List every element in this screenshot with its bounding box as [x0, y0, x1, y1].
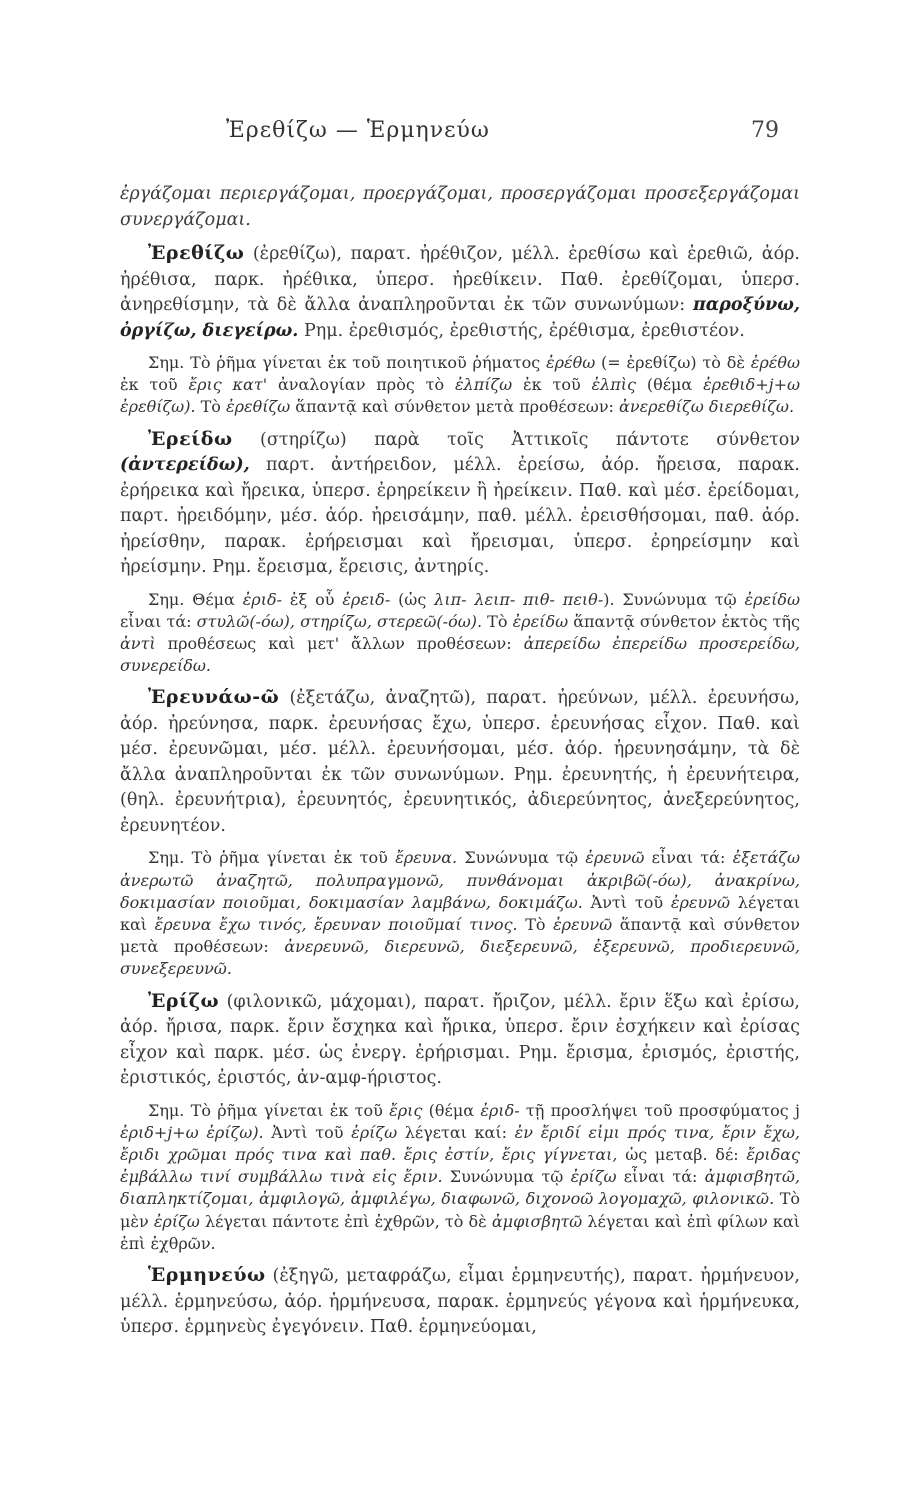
body-text: Τὸ μὲν: [120, 1189, 800, 1231]
body-text: εἶναι τά:: [120, 611, 197, 631]
italic-text: ἐρίζω: [153, 1211, 200, 1231]
italic-text: στυλῶ(-όω), στηρίζω, στερεῶ(-όω).: [196, 611, 483, 631]
body-text: (ἐρεθίζω), παρατ. ἠρέθιζον, μέλλ. ἐρεθίσω καὶ ἐρεθιῶ, ἀόρ. ἠρέθισα, παρκ. ἠρέθικα, ὑπερσ. ἠρεθίκειν. Παθ. ἐρεθίζομαι, ὑπερσ. ἀνηρεθίσμην, τὰ δὲ ἄλλα ἀναπληροῦνται ἐκ τῶν συνωνύμων:: [120, 244, 800, 315]
body-text: ἅπαντᾷ σύνθετον ἐκτὸς τῆς: [568, 611, 800, 631]
italic-text: ἐργάζομαι περιεργάζομαι, προεργάζομαι, προσεργάζομαι προσεξεργάζομαι συνεργάζομαι.: [120, 184, 800, 230]
italic-text: ἐριδ-: [242, 589, 283, 609]
synonyms-text: παροξύνω, ὀργίζω, διεγείρω.: [120, 295, 800, 341]
body-text: Τὸ: [195, 397, 227, 417]
italic-text: ἔρευνα ἔχω τινός, ἔρευναν ποιοῦμαί τινος.: [154, 915, 518, 935]
entry-headword: Ἐρίζω: [148, 989, 220, 1012]
entry-headword: Ἐρεθίζω: [148, 242, 245, 264]
page-body: [120, 182, 800, 1349]
body-text: προθέσεως καὶ μετ' ἄλλων προθέσεων:: [155, 634, 524, 654]
italic-text: ἔριδας ἐμβάλλω τινί συμβάλλω τινὰ εἰς ἔριν.: [120, 1145, 800, 1187]
body-text: παρτ. ἀντήρειδον, μέλλ. ἐρείσω, ἀόρ. ἤρεισα, παρακ. ἐρήρεικα καὶ ἤρεικα, ὑπερσ. ἐρηρείκειν ἢ ἠρείκειν. Παθ. καὶ μέσ. ἐρείδομαι, παρτ. ἠρειδόμην, μέσ. ἀόρ. ἠρεισάμην, παθ. μέλλ. ἐρεισθήσομαι, παθ. ἀόρ. ἠρείσθην, παρακ. ἐρήρεισμαι καὶ ἤρεισμαι, ὑπερσ. ἐρηρείσμην καὶ ἠρείσμην. Ρημ. ἔρεισμα, ἔρεισις, ἀντηρίς.: [120, 455, 800, 578]
italic-text: ἐριδ+j+ω ἐρίζω).: [120, 1122, 264, 1142]
italic-text: ἐν ἔριδί εἰμι πρός τινα, ἔριν ἔχω, ἔριδι χρῶμαι πρός τινα καὶ παθ. ἔρις ἐστίν, ἔρις γίγνεται,: [120, 1122, 801, 1165]
italic-text: ἐρεθίζω: [226, 397, 291, 417]
italic-text: ἐρέθω: [545, 353, 596, 372]
italic-text: ἐρείδω: [744, 589, 801, 609]
body-text: ἅπαντᾷ καὶ σύνθετον μετὰ προθέσεων:: [120, 915, 801, 957]
body-text: (ἐξετάζω, ἀναζητῶ), παρατ. ἠρεύνων, μέλλ. ἐρευνήσω, ἀόρ. ἠρεύνησα, παρκ. ἐρευνήσας ἔχω, ὑπερσ. ἐρευνήσας εἶχον. Παθ. καὶ μέσ. ἐρευνῶμαι, μέσ. μέλλ. ἐρευνήσομαι, μέσ. ἀόρ. ἠρευνησάμην, τὰ δὲ ἄλλα ἀναπληροῦνται ἐκ τῶν συνωνύμων. Ρημ. ἐρευνητής, ἡ ἐρευνήτειρα, (θηλ. ἐρευνήτρια), ἐρευνητός, ἐρευνητικός, ἀδιερεύνητος, ἀνεξερεύνητος, ἐρευνητέον.: [120, 688, 800, 836]
running-head-title: Ἐρεθίζω — Ἑρμηνεύω: [226, 118, 490, 143]
body-text: Τὸ: [482, 611, 513, 631]
italic-text: λιπ- λειπ- πιθ- πειθ-: [434, 589, 604, 609]
body-text: τῇ προσλήψει τοῦ προσφύματος j: [519, 1100, 800, 1120]
body-text: λέγεται καὶ: [120, 892, 801, 935]
body-text: (ὡς: [390, 589, 435, 609]
italic-text: ἀντὶ: [120, 634, 156, 654]
body-text: Ἀντὶ τοῦ: [582, 892, 671, 912]
body-text: Σημ. Θέμα: [148, 589, 243, 609]
italic-text: ἀνερευνῶ, διερευνῶ, διεξερευνῶ, ἐξερευνῶ, προδιερευνῶ, συνεξερευνῶ.: [120, 937, 800, 979]
body-text: Σημ. Τὸ ῥῆμα γίνεται ἐκ τοῦ: [148, 1100, 390, 1120]
italic-text: ἐλπίζω: [454, 375, 513, 395]
page-number: 79: [751, 118, 779, 143]
italic-text: ἔρις κατ': [188, 375, 268, 395]
body-text: ἐκ τοῦ: [512, 375, 592, 395]
synonyms-text: (ἀντερείδω),: [120, 455, 250, 476]
italic-text: ἀμφισβητῶ, διαπληκτίζομαι, ἀμφιλογῶ, ἀμφιλέγω, διαφωνῶ, διχονοῶ λογομαχῶ, φιλονικῶ.: [120, 1167, 801, 1209]
italic-text: ἐριδ-: [480, 1100, 520, 1120]
body-text: ὡς μεταβ. δέ:: [617, 1145, 747, 1165]
body-text: ἅπαντᾷ καὶ σύνθετον μετὰ προθέσεων:: [290, 397, 620, 417]
body-text: ). Συνώνυμα τῷ: [603, 589, 745, 609]
body-text: (ἐξηγῶ, μεταφράζω, εἶμαι ἑρμηνευτής), παρατ. ἡρμήνευον, μέλλ. ἑρμηνεύσω, ἀόρ. ἡρμήνευσα, παρακ. ἑρμηνεύς γέγονα καὶ ἡρμήνευκα, ὑπερσ. ἑρμηνεὺς ἐγεγόνειν. Παθ. ἑρμηνεύομαι,: [120, 1266, 800, 1338]
italic-text: ἐρίζω: [570, 1167, 617, 1187]
entry-headword: Ἐρείδω: [148, 427, 233, 450]
body-text: (θέμα: [422, 1100, 481, 1120]
italic-text: ἀμφισβητῶ: [491, 1211, 583, 1231]
italic-text: ἔρευνα.: [395, 848, 458, 868]
body-text: ἐκ τοῦ: [120, 375, 189, 395]
dictionary-entry: [120, 989, 800, 1092]
dictionary-entry: [120, 685, 800, 839]
running-head: [0, 118, 924, 148]
italic-text: ἐρευνῶ: [585, 848, 645, 868]
entry-headword: Ἐρευνάω-ῶ: [148, 686, 280, 709]
entry-note: [120, 352, 800, 419]
italic-text: ἀνερεθίζω διερεθίζω.: [619, 397, 795, 417]
body-text: (φιλονικῶ, μάχομαι), παρατ. ἤριζον, μέλλ. ἔριν ἕξω καὶ ἐρίσω, ἀόρ. ἤρισα, παρκ. ἔριν ἔσχηκα καὶ ἤρικα, ὑπερσ. ἔριν ἐσχήκειν καὶ ἐρίσας εἶχον καὶ παρκ. μέσ. ὡς ἐνεργ. ἐρήρισμαι. Ρημ. ἔρισμα, ἐρισμός, ἐριστής, ἐριστικός, ἐριστός, ἀν-αμφ-ήριστος.: [120, 991, 800, 1089]
body-text: Συνώνυμα τῷ: [457, 848, 586, 868]
body-text: Συνώνυμα τῷ: [442, 1167, 571, 1187]
dictionary-entry: [120, 427, 800, 581]
body-text: Σημ. Τὸ ῥῆμα γίνεται ἐκ τοῦ ποιητικοῦ ῥήματος: [148, 353, 546, 372]
body-text: λέγεται καί:: [397, 1122, 515, 1142]
italic-text: ἐρειδ-: [342, 589, 391, 609]
body-text: εἶναι τά:: [644, 848, 733, 868]
entry-headword: Ἑρμηνεύω: [148, 1264, 266, 1287]
dictionary-entry: [120, 241, 800, 344]
body-text: Τὸ: [517, 915, 554, 935]
italic-text: ἐρευνῶ: [553, 915, 613, 935]
body-text: (θέμα: [636, 375, 704, 395]
body-text: ἀναλογίαν πρὸς τὸ: [267, 375, 455, 395]
body-text: (στηρίζω) παρὰ τοῖς Ἀττικοῖς πάντοτε σύνθετον: [232, 429, 800, 450]
entry-note: [120, 1100, 800, 1255]
italic-text: ἐρέθω: [750, 353, 801, 372]
body-text: λέγεται πάντοτε ἐπὶ ἐχθρῶν, τὸ δὲ: [199, 1211, 492, 1231]
dictionary-entry: [120, 1263, 800, 1341]
body-text: Σημ. Τὸ ῥῆμα γίνεται ἐκ τοῦ: [148, 848, 396, 868]
italic-text: ἐξετάζω ἀνερωτῶ ἀναζητῶ, πολυπραγμονῶ, πυνθάνομαι ἀκριβῶ(-όω), ἀνακρίνω, δοκιμασίαν ποιοῦμαι, δοκιμασίαν λαμβάνω, δοκιμάζω.: [120, 848, 800, 912]
body-text: ἐξ οὗ: [282, 589, 343, 609]
text-paragraph: [120, 182, 800, 233]
body-text: λέγεται καὶ ἐπὶ φίλων καὶ ἐπὶ ἐχθρῶν.: [120, 1211, 800, 1253]
italic-text: ἀπερείδω ἐπερείδω προσερείδω, συνερείδω.: [120, 634, 801, 676]
italic-text: ἐλπὶς: [591, 375, 637, 395]
body-text: Ἀντὶ τοῦ: [263, 1122, 352, 1142]
italic-text: ἐρευνῶ: [670, 892, 730, 912]
italic-text: ἐρεθιδ+j+ω ἐρεθίζω).: [120, 375, 801, 417]
entry-note: [120, 847, 800, 980]
italic-text: ἐρίζω: [351, 1122, 398, 1142]
body-text: εἶναι τά:: [616, 1167, 705, 1187]
italic-text: ἐρείδω: [512, 611, 569, 631]
body-text: Ρημ. ἐρεθισμός, ἐρεθιστής, ἐρέθισμα, ἐρεθιστέον.: [298, 320, 745, 341]
italic-text: ἔρις: [389, 1100, 423, 1120]
entry-note: [120, 589, 800, 678]
body-text: (= ἐρεθίζω) τὸ δὲ: [595, 353, 751, 372]
